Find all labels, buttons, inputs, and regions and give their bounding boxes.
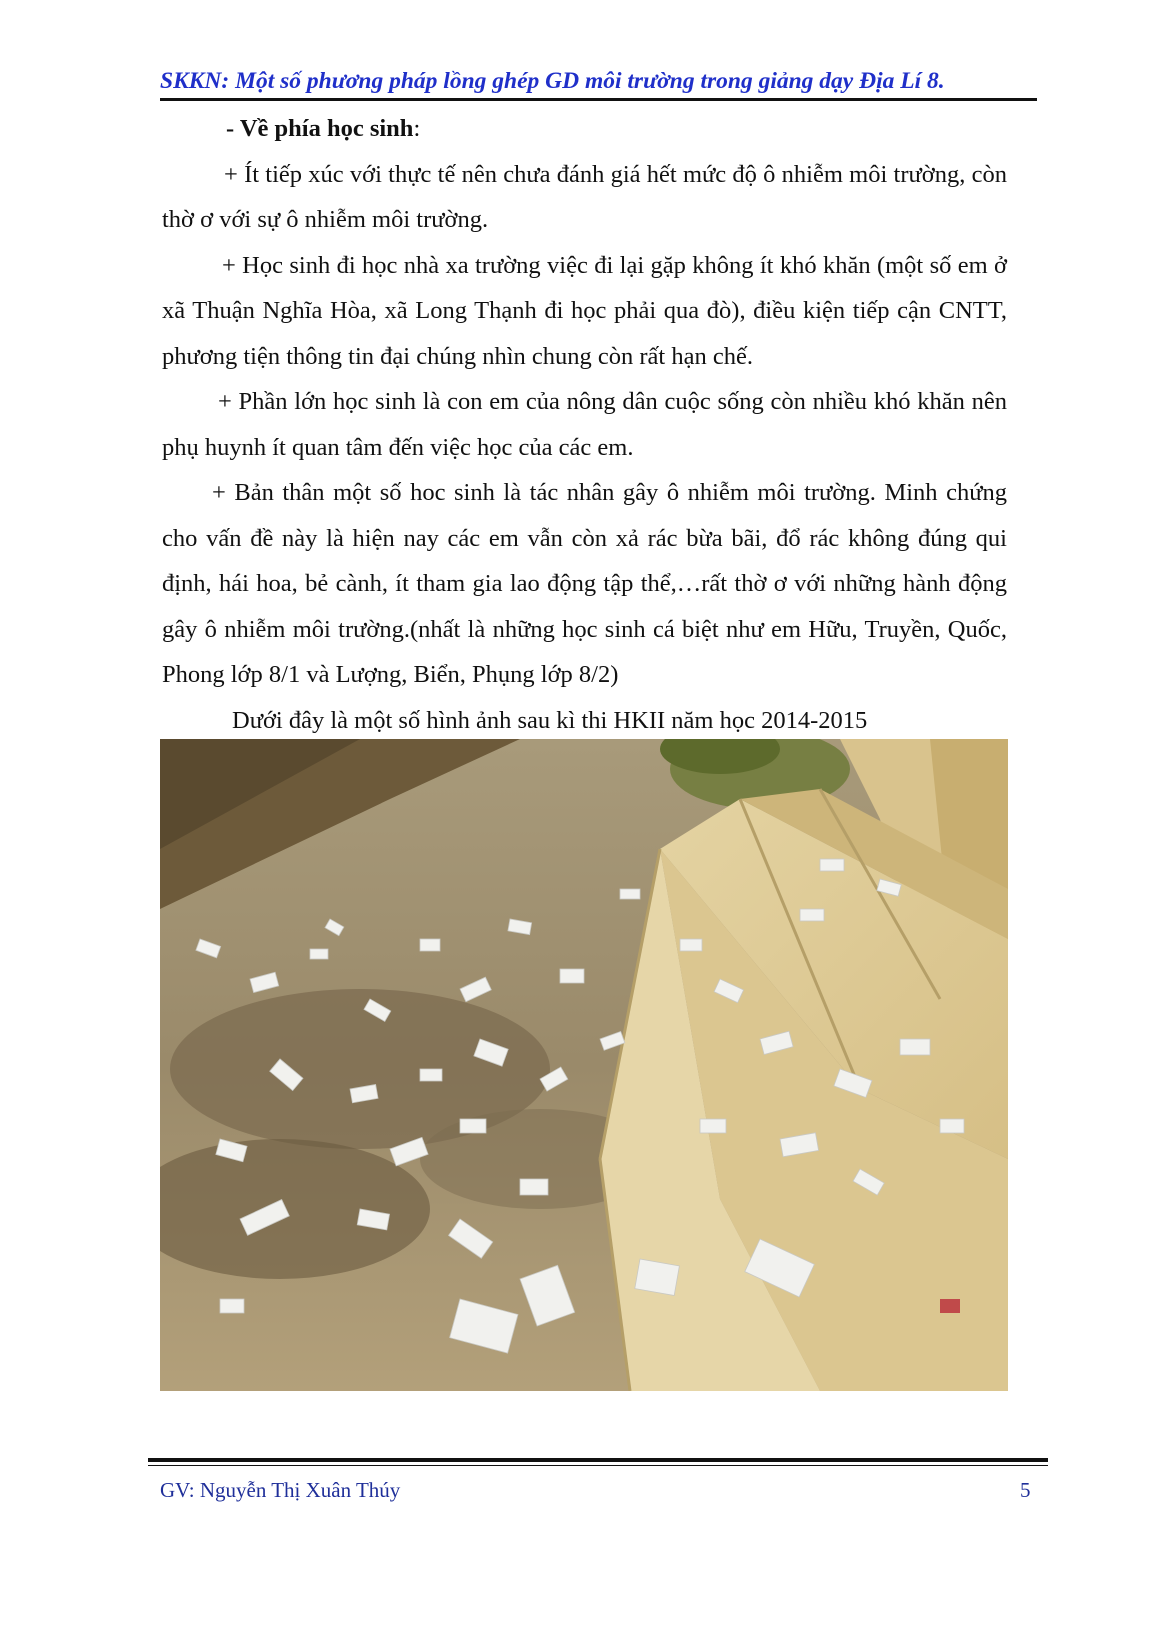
subheading-colon: : [413,115,421,142]
footer-author: GV: Nguyễn Thị Xuân Thúy [160,1478,401,1502]
body-text [162,106,1007,743]
paragraph-1: + Ít tiếp xúc với thực tế nên chưa đánh giá hết mức độ ô nhiễm môi trường, còn thờ ơ với sự ô nhiễm môi trường. [162,160,1007,233]
footer-page-number: 5 [1020,1478,1031,1502]
littered-steps-photo [160,739,1008,1391]
page-header-title: SKKN: Một số phương pháp lồng ghép GD môi trường trong giảng dạy Địa Lí 8. [160,68,945,94]
footer-rule-thick [148,1458,1048,1462]
section-subheading [162,106,1007,152]
header-rule [160,98,1037,101]
footer-rule-thin [148,1465,1048,1466]
subheading-bold: - Về phía học sinh [226,115,414,142]
paragraph-2: + Học sinh đi học nhà xa trường việc đi lại gặp không ít khó khăn (một số em ở xã Thuận Nghĩa Hòa, xã Long Thạnh đi học phải qua đò), điều kiện tiếp cận CNTT, phương tiện thông tin đại chúng nhìn chung còn rất hạn chế. [162,251,1007,370]
paragraph-3: + Phần lớn học sinh là con em của nông dân cuộc sống còn nhiều khó khăn nên phụ huynh ít quan tâm đến việc học của các em. [162,388,1007,461]
paragraph-4: + Bản thân một số hoc sinh là tác nhân gây ô nhiễm môi trường. Minh chứng cho vấn đề này là hiện nay các em vẫn còn xả rác bừa bãi, đổ rác không đúng qui định, hái hoa, bẻ cành, ít tham gia lao động tập thể,…rất thờ ơ với những hành động gây ô nhiễm môi trường.(nhất là những học sinh cá biệt như em Hữu, Truyền, Quốc, Phong lớp 8/1 và Lượng, Biển, Phụng lớp 8/2) [162,479,1007,688]
photo-caption: Dưới đây là một số hình ảnh sau kì thi HKII năm học 2014-2015 [232,706,868,734]
